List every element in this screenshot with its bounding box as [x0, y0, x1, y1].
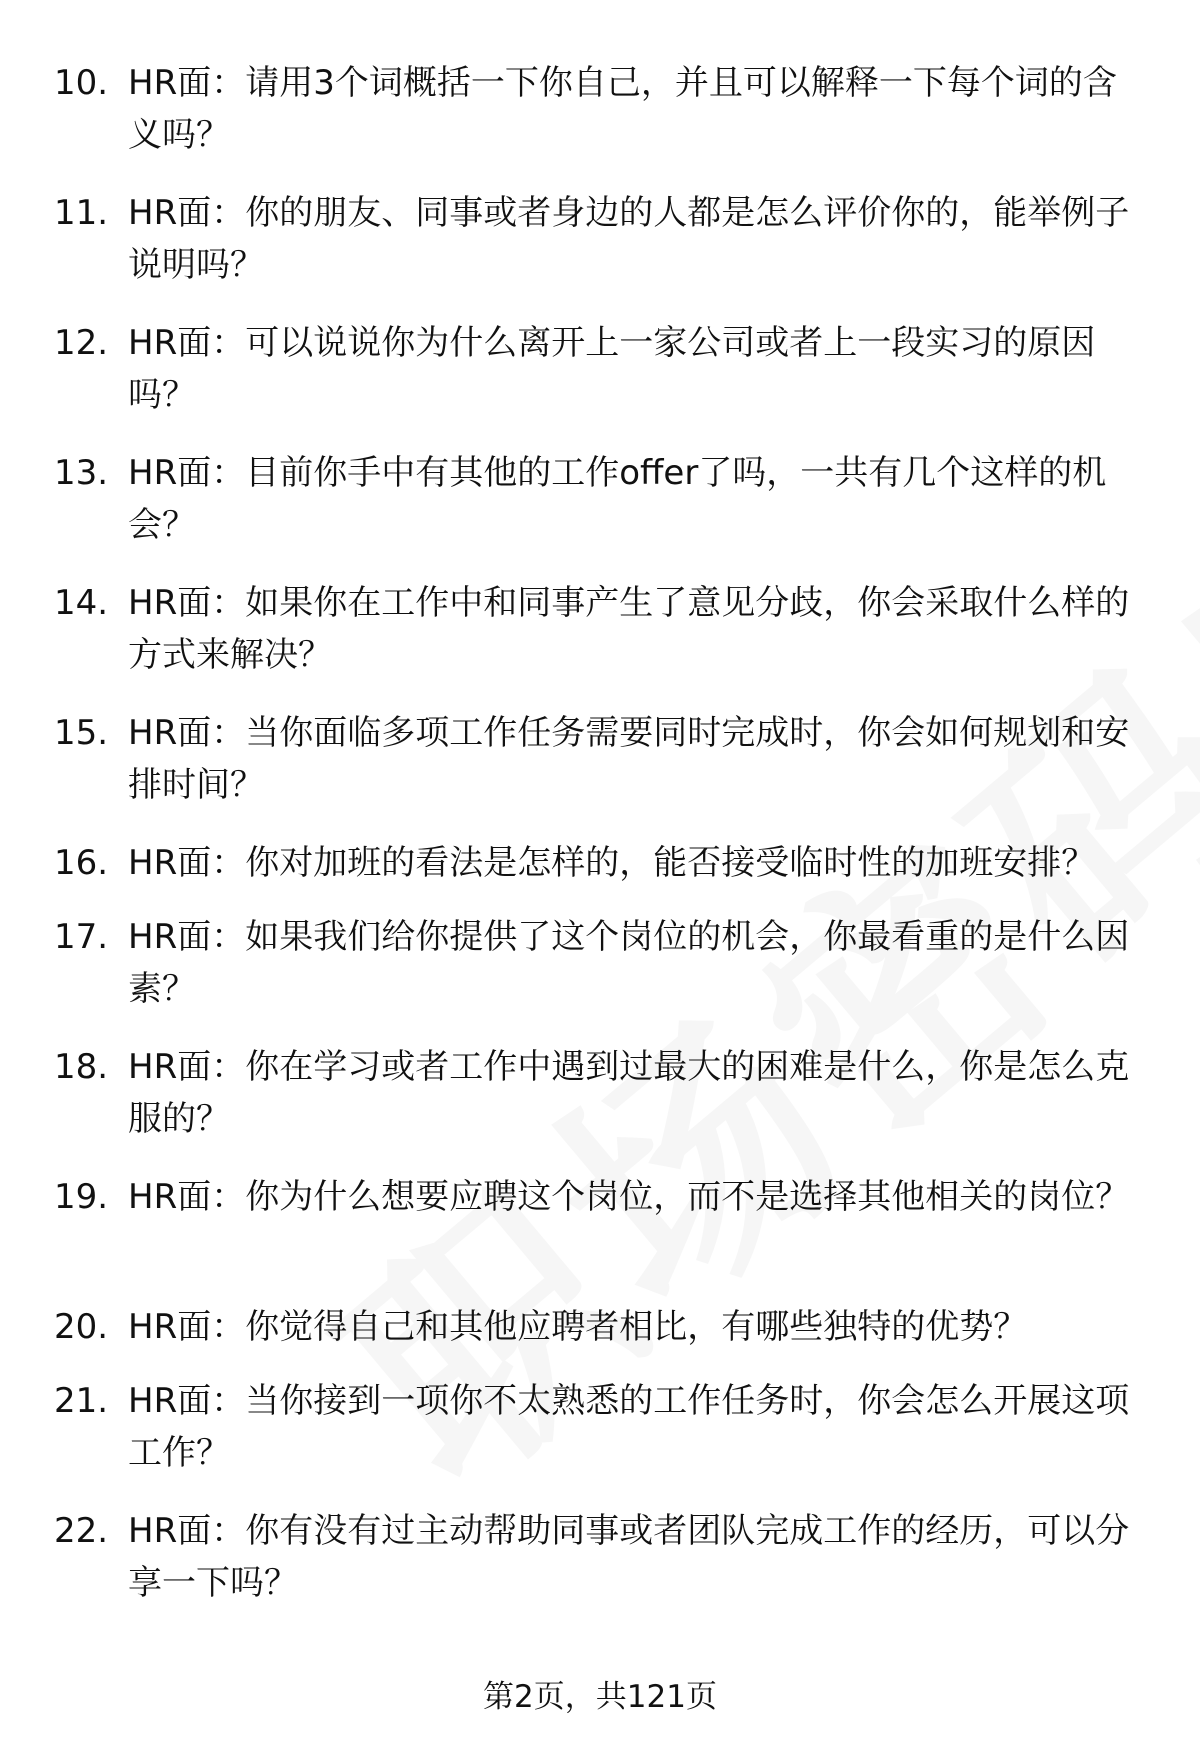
question-number: 11.	[54, 193, 109, 233]
question-item	[0, 317, 1200, 447]
question-number: 22.	[54, 1511, 109, 1551]
question-item	[0, 577, 1200, 707]
question-text: HR面：如果你在工作中和同事产生了意见分歧，你会采取什么样的方式来解决？	[128, 583, 1130, 675]
question-text: HR面：你的朋友、同事或者身边的人都是怎么评价你的，能举例子说明吗？	[128, 193, 1130, 285]
question-text: HR面：如果我们给你提供了这个岗位的机会，你最看重的是什么因素？	[128, 917, 1130, 1009]
question-item	[0, 1505, 1200, 1635]
question-item	[0, 707, 1200, 837]
question-item	[0, 837, 1200, 911]
question-number: 15.	[54, 713, 109, 753]
question-number: 12.	[54, 323, 109, 363]
question-number: 17.	[54, 917, 109, 957]
question-text: HR面：目前你手中有其他的工作offer了吗，一共有几个这样的机会？	[128, 453, 1107, 545]
question-item	[0, 1041, 1200, 1171]
page-footer: 第2页，共121页	[483, 1679, 717, 1715]
question-number: 14.	[54, 583, 109, 623]
question-number: 16.	[54, 843, 109, 883]
question-item	[0, 1171, 1200, 1301]
question-number: 20.	[54, 1307, 109, 1347]
question-number: 18.	[54, 1047, 109, 1087]
question-item	[0, 1375, 1200, 1505]
question-text: HR面：你在学习或者工作中遇到过最大的困难是什么，你是怎么克服的？	[128, 1047, 1130, 1139]
question-number: 19.	[54, 1177, 109, 1217]
question-text: HR面：你对加班的看法是怎样的，能否接受临时性的加班安排？	[128, 843, 1096, 883]
question-text: HR面：请用3个词概括一下你自己，并且可以解释一下每个词的含义吗？	[128, 63, 1117, 155]
question-number: 21.	[54, 1381, 109, 1421]
question-item	[0, 447, 1200, 577]
question-item	[0, 911, 1200, 1041]
question-number: 13.	[54, 453, 109, 493]
question-item	[0, 57, 1200, 187]
question-text: HR面：可以说说你为什么离开上一家公司或者上一段实习的原因吗？	[128, 323, 1096, 415]
question-text: HR面：你觉得自己和其他应聘者相比，有哪些独特的优势？	[128, 1307, 1028, 1347]
question-text: HR面：当你面临多项工作任务需要同时完成时，你会如何规划和安排时间？	[128, 713, 1130, 805]
question-text: HR面：你为什么想要应聘这个岗位，而不是选择其他相关的岗位？	[128, 1177, 1130, 1217]
question-text: HR面：你有没有过主动帮助同事或者团队完成工作的经历，可以分享一下吗？	[128, 1511, 1130, 1603]
question-number: 10.	[54, 63, 109, 103]
question-list	[0, 57, 1200, 1635]
question-item	[0, 187, 1200, 317]
question-text: HR面：当你接到一项你不太熟悉的工作任务时，你会怎么开展这项工作？	[128, 1381, 1130, 1473]
question-item	[0, 1301, 1200, 1375]
